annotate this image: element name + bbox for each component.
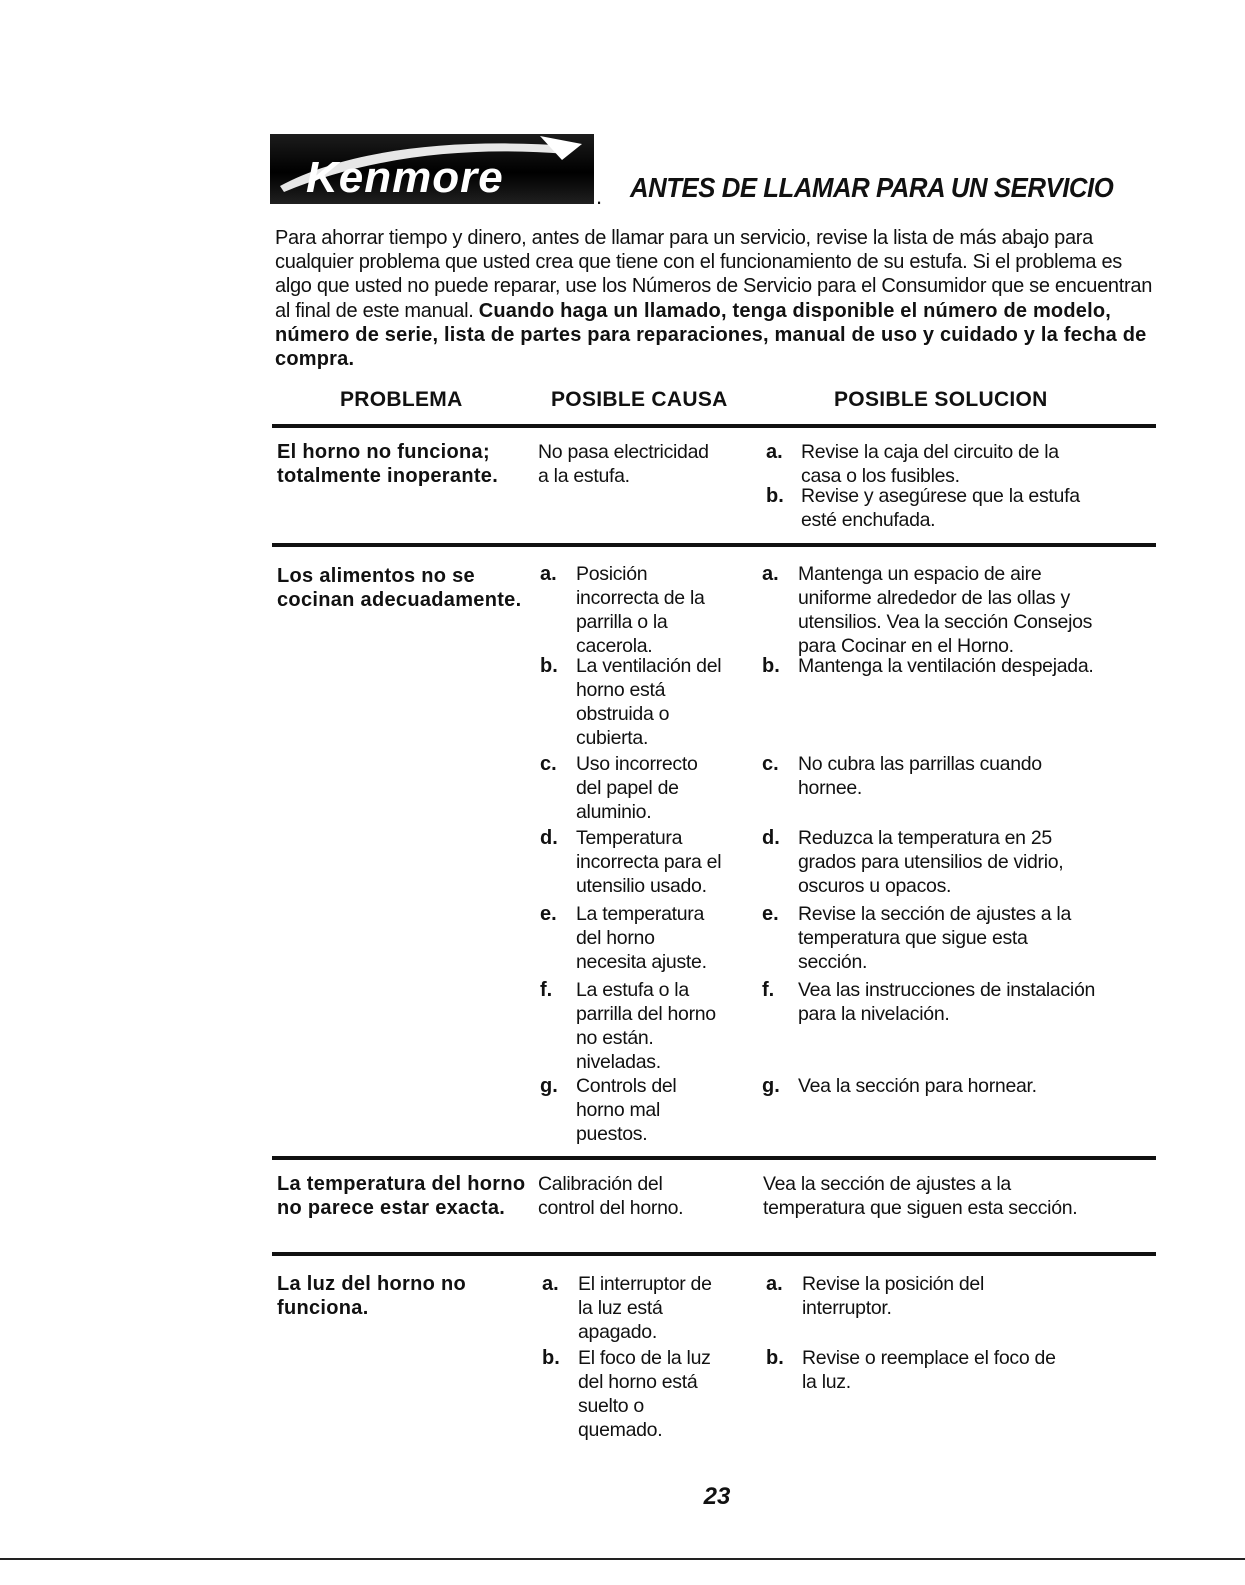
item-marker: c. <box>762 753 779 775</box>
solution-text: Revise la sección de ajustes a la temperatura que sigue esta sección. <box>798 903 1072 973</box>
item-marker: b. <box>766 1347 784 1369</box>
cause-text: Uso incorrecto del papel de aluminio. <box>576 753 698 823</box>
item-marker: e. <box>762 903 779 925</box>
solution-text: Revise la posición del interruptor. <box>802 1273 985 1319</box>
cause-text: El interruptor de la luz está apagado. <box>578 1273 712 1343</box>
cause-text: Posición incorrecta de la parrilla o la cacerola. <box>576 563 705 657</box>
item-marker: d. <box>762 827 780 849</box>
intro-text: Para ahorrar tiempo y dinero, antes de llamar para un servicio, revise la lista de más abajo para cualquier problema que usted crea que tiene con el funcionamiento de su estufa. Si el problema es algo que usted no puede reparar, use los Números de Servicio para el Consumidor que se encuentran al final de este manual. <box>275 227 1153 322</box>
item-marker: f. <box>762 979 775 1001</box>
item-marker: g. <box>540 1075 558 1097</box>
page-number: 23 <box>703 1483 731 1510</box>
solution-text: No cubra las parrillas cuando hornee. <box>798 753 1042 799</box>
intro-bold-text: Cuando haga un llamado, tenga disponible el número de modelo, número de serie, lista de partes para reparaciones, manual de uso y cuidado y la fecha de compra. <box>275 299 1147 371</box>
logo-dot: . <box>596 184 603 209</box>
problem-text: El horno no funciona; totalmente inoperante. <box>277 441 499 487</box>
item-marker: a. <box>766 441 783 463</box>
cause-text: Temperatura incorrecta para el utensilio usado. <box>576 827 722 897</box>
item-marker: g. <box>762 1075 780 1097</box>
item-marker: a. <box>542 1273 559 1295</box>
cause-text: La ventilación del horno está obstruida o cubierta. <box>576 655 722 749</box>
intro-paragraph <box>275 226 1155 371</box>
item-marker: c. <box>540 753 557 775</box>
item-marker: b. <box>540 655 558 677</box>
item-marker: b. <box>762 655 780 677</box>
problem-text: La luz del horno no funciona. <box>277 1273 467 1319</box>
table-rule <box>272 543 1156 547</box>
solution-text: Vea la sección de ajustes a la temperatura que siguen esta sección. <box>763 1173 1078 1219</box>
solution-text: Mantenga un espacio de aire uniforme alrededor de las ollas y utensilios. Vea la sección Consejos para Cocinar en el Horno. <box>798 563 1093 657</box>
item-marker: f. <box>540 979 553 1001</box>
logo-wordmark: Kenmore <box>306 153 504 202</box>
solution-text: Vea la sección para hornear. <box>798 1075 1037 1097</box>
item-marker: d. <box>540 827 558 849</box>
table-rule <box>272 1252 1156 1256</box>
solution-text: Reduzca la temperatura en 25 grados para utensilios de vidrio, oscuros u opacos. <box>798 827 1064 897</box>
item-marker: b. <box>542 1347 560 1369</box>
solution-text: Revise la caja del circuito de la casa o los fusibles. <box>801 441 1059 487</box>
solution-text: Vea las instrucciones de instalación para la nivelación. <box>798 979 1096 1025</box>
page-edge-line <box>0 1558 1245 1560</box>
cause-text: Calibración del control del horno. <box>538 1173 684 1219</box>
problem-text: Los alimentos no se cocinan adecuadamente. <box>277 565 522 611</box>
cause-text: El foco de la luz del horno está suelto o quemado. <box>578 1347 711 1441</box>
item-marker: a. <box>766 1273 783 1295</box>
cause-text: La estufa o la parrilla del horno no están. niveladas. <box>576 979 716 1073</box>
column-header-cause: POSIBLE CAUSA <box>551 388 728 411</box>
solution-text: Revise o reemplace el foco de la luz. <box>802 1347 1056 1393</box>
column-header-problem: PROBLEMA <box>340 388 463 411</box>
page-title: ANTES DE LLAMAR PARA UN SERVICIO <box>630 172 1114 203</box>
solution-text: Mantenga la ventilación despejada. <box>798 655 1094 677</box>
table-rule <box>272 424 1156 428</box>
item-marker: b. <box>766 485 784 507</box>
item-marker: a. <box>540 563 557 585</box>
table-rule <box>272 1156 1156 1160</box>
cause-text: La temperatura del horno necesita ajuste. <box>576 903 707 973</box>
solution-text: Revise y asegúrese que la estufa esté enchufada. <box>801 485 1080 531</box>
item-marker: a. <box>762 563 779 585</box>
kenmore-logo <box>270 134 594 204</box>
cause-text: Controls del horno mal puestos. <box>576 1075 677 1145</box>
item-marker: e. <box>540 903 557 925</box>
cause-text: No pasa electricidad a la estufa. <box>538 441 709 487</box>
column-header-solution: POSIBLE SOLUCION <box>834 388 1048 411</box>
problem-text: La temperatura del horno no parece estar exacta. <box>277 1173 526 1219</box>
